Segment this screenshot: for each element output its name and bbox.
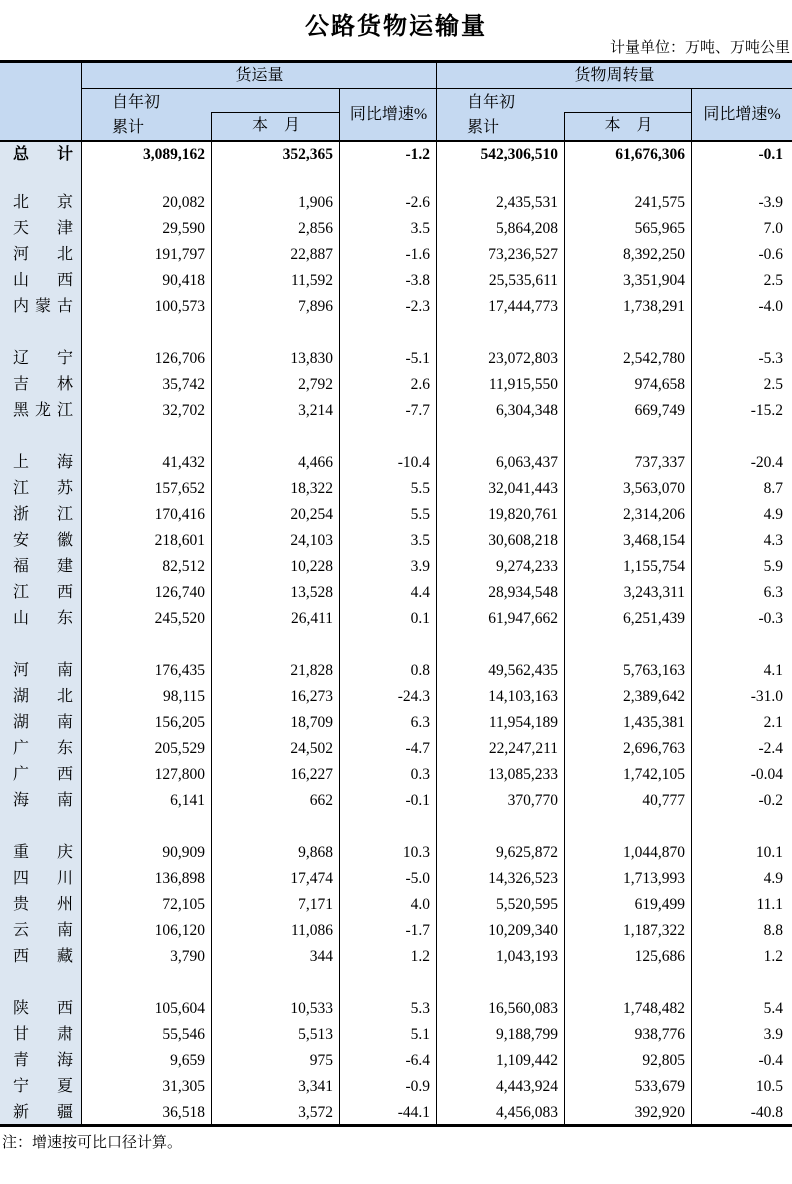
- turnover-cum-value: 49,562,435: [488, 662, 558, 679]
- province-name: 甘肃: [13, 1026, 73, 1043]
- freight-month-value: 13,830: [290, 350, 333, 367]
- freight-month-value: 4,466: [298, 454, 333, 471]
- table-row: [0, 268, 792, 294]
- header-divider-province: [81, 63, 82, 140]
- table-row: [0, 788, 792, 814]
- freight-cum-value: 35,742: [162, 376, 205, 393]
- province-name: 黑龙江: [13, 402, 73, 419]
- turnover-growth-value: -15.2: [750, 402, 783, 419]
- freight-cum-value: 41,432: [162, 454, 205, 471]
- province-name: 湖南: [13, 714, 73, 731]
- province-name: 浙江: [13, 506, 73, 523]
- table-row: [0, 190, 792, 216]
- turnover-cum-value: 10,209,340: [488, 922, 558, 939]
- freight-cum-header-line2: 累计: [112, 119, 145, 136]
- header-divider-groups: [436, 63, 437, 140]
- table-row-total: [0, 142, 792, 168]
- freight-cum-value: 106,120: [154, 922, 205, 939]
- province-name: 江苏: [13, 480, 73, 497]
- table-row: [0, 606, 792, 632]
- turnover-cum-value: 17,444,773: [488, 298, 558, 315]
- turnover-growth-value: 6.3: [763, 584, 783, 601]
- turnover-month-value: 2,314,206: [623, 506, 685, 523]
- freight-month-value: 344: [309, 948, 333, 965]
- group-spacer: [0, 970, 792, 996]
- freight-month-value: 7,171: [298, 896, 333, 913]
- province-name: 山东: [13, 610, 73, 627]
- table-row: [0, 1074, 792, 1100]
- turnover-month-value: 669,749: [634, 402, 685, 419]
- turnover-month-value: 1,435,381: [623, 714, 685, 731]
- table-row: [0, 996, 792, 1022]
- freight-month-box-top: [212, 112, 340, 113]
- province-name: 安徽: [13, 532, 73, 549]
- freight-month-value: 10,228: [290, 558, 333, 575]
- freight-growth-value: 2.6: [410, 376, 430, 393]
- freight-growth-value: -5.0: [405, 870, 430, 887]
- turnover-month-box-left: [564, 112, 565, 140]
- freight-growth-value: 3.5: [410, 220, 430, 237]
- table-row: [0, 502, 792, 528]
- turnover-month-value: 40,777: [642, 792, 685, 809]
- freight-cum-value: 29,590: [162, 220, 205, 237]
- turnover-group-header: 货物周转量: [574, 67, 655, 84]
- province-name: 海南: [13, 792, 73, 809]
- turnover-cum-value: 28,934,548: [488, 584, 558, 601]
- freight-cum-value: 170,416: [154, 506, 205, 523]
- turnover-growth-value: -5.3: [758, 350, 783, 367]
- turnover-growth-value: 10.5: [755, 1078, 783, 1095]
- turnover-growth-value: 2.5: [763, 376, 783, 393]
- province-name: 吉林: [13, 376, 73, 393]
- table-row: [0, 528, 792, 554]
- table-row: [0, 242, 792, 268]
- freight-cum-value: 90,418: [162, 272, 205, 289]
- province-name: 山西: [13, 272, 73, 289]
- group-spacer: [0, 320, 792, 346]
- turnover-month-value: 3,351,904: [623, 272, 685, 289]
- turnover-cum-value: 11,915,550: [488, 376, 558, 393]
- freight-cum-value: 157,652: [154, 480, 205, 497]
- turnover-growth-value: -0.4: [758, 1052, 783, 1069]
- freight-growth-value: -4.7: [405, 740, 430, 757]
- turnover-growth-value: 1.2: [763, 948, 783, 965]
- province-name: 广西: [13, 766, 73, 783]
- freight-month-value: 352,365: [282, 146, 333, 163]
- turnover-growth-value: -40.8: [750, 1104, 783, 1121]
- freight-month-value: 7,896: [298, 298, 333, 315]
- turnover-month-value: 125,686: [634, 948, 685, 965]
- freight-month-value: 10,533: [290, 1000, 333, 1017]
- province-name: 河北: [13, 246, 73, 263]
- freight-growth-value: 3.5: [410, 532, 430, 549]
- freight-month-value: 26,411: [290, 610, 333, 627]
- turnover-cum-value: 2,435,531: [496, 194, 558, 211]
- turnover-month-value: 3,468,154: [623, 532, 685, 549]
- freight-growth-value: 1.2: [410, 948, 430, 965]
- turnover-growth-value: 4.9: [763, 870, 783, 887]
- turnover-month-value: 2,542,780: [623, 350, 685, 367]
- freight-volume-group-header: 货运量: [235, 67, 284, 84]
- turnover-growth-value: -0.2: [758, 792, 783, 809]
- freight-growth-value: -24.3: [397, 688, 430, 705]
- freight-cum-value: 3,089,162: [143, 146, 205, 163]
- turnover-cum-value: 23,072,803: [488, 350, 558, 367]
- province-name: 广东: [13, 740, 73, 757]
- turnover-cum-value: 19,820,761: [488, 506, 558, 523]
- turnover-growth-value: 5.9: [763, 558, 783, 575]
- turnover-growth-value: 7.0: [763, 220, 783, 237]
- turnover-growth-header: 同比增速%: [703, 106, 781, 123]
- province-name: 西藏: [13, 948, 73, 965]
- group-spacer: [0, 424, 792, 450]
- freight-growth-header: 同比增速%: [349, 106, 428, 123]
- table-row: [0, 658, 792, 684]
- freight-growth-value: -6.4: [405, 1052, 430, 1069]
- turnover-cum-value: 13,085,233: [488, 766, 558, 783]
- freight-month-value: 5,513: [298, 1026, 333, 1043]
- table-bottom-border: [0, 1124, 792, 1127]
- province-name: 内蒙古: [13, 298, 73, 315]
- province-name: 北京: [13, 194, 73, 211]
- header-divider-turnover-growth: [691, 88, 692, 140]
- turnover-month-value: 241,575: [634, 194, 685, 211]
- turnover-month-value: 1,187,322: [623, 922, 685, 939]
- turnover-growth-value: -0.3: [758, 610, 783, 627]
- freight-growth-value: -5.1: [405, 350, 430, 367]
- freight-cum-value: 20,082: [162, 194, 205, 211]
- freight-month-value: 2,792: [298, 376, 333, 393]
- turnover-growth-value: -4.0: [758, 298, 783, 315]
- freight-growth-value: 4.4: [410, 584, 430, 601]
- freight-growth-value: -0.1: [405, 792, 430, 809]
- turnover-month-value: 2,696,763: [623, 740, 685, 757]
- freight-cum-value: 98,115: [162, 688, 205, 705]
- freight-growth-value: -1.7: [405, 922, 430, 939]
- freight-growth-value: 5.1: [410, 1026, 430, 1043]
- turnover-month-value: 1,155,754: [623, 558, 685, 575]
- province-name: 青海: [13, 1052, 73, 1069]
- freight-month-value: 24,103: [290, 532, 333, 549]
- table-body: [0, 142, 792, 1124]
- turnover-month-value: 533,679: [634, 1078, 685, 1095]
- table-row: [0, 216, 792, 242]
- table-row: [0, 580, 792, 606]
- turnover-growth-value: 4.1: [763, 662, 783, 679]
- turnover-cum-header-line1: 自年初: [467, 94, 516, 111]
- group-header-underline: [82, 88, 792, 89]
- turnover-growth-value: -20.4: [750, 454, 783, 471]
- turnover-cum-value: 542,306,510: [480, 146, 558, 163]
- turnover-month-value: 974,658: [634, 376, 685, 393]
- freight-growth-value: 10.3: [402, 844, 430, 861]
- page-title: 公路货物运输量: [305, 12, 487, 40]
- freight-month-value: 662: [309, 792, 333, 809]
- freight-growth-value: -3.8: [405, 272, 430, 289]
- turnover-growth-value: 5.4: [763, 1000, 783, 1017]
- table-row: [0, 866, 792, 892]
- freight-month-value: 18,709: [290, 714, 333, 731]
- turnover-growth-value: -0.1: [758, 146, 783, 163]
- turnover-cum-value: 22,247,211: [488, 740, 558, 757]
- province-name: 陕西: [13, 1000, 73, 1017]
- freight-month-value: 17,474: [290, 870, 333, 887]
- freight-month-value: 16,273: [290, 688, 333, 705]
- province-name: 四川: [13, 870, 73, 887]
- province-name: 江西: [13, 584, 73, 601]
- turnover-month-value: 619,499: [634, 896, 685, 913]
- province-name: 天津: [13, 220, 73, 237]
- turnover-month-value: 1,748,482: [623, 1000, 685, 1017]
- footnote: 注：增速按可比口径计算。: [2, 1133, 183, 1151]
- table-row: [0, 1100, 792, 1126]
- table-top-border: [0, 60, 792, 63]
- freight-cum-value: 72,105: [162, 896, 205, 913]
- table-row: [0, 554, 792, 580]
- table-row: [0, 372, 792, 398]
- turnover-cum-value: 5,864,208: [496, 220, 558, 237]
- table-row: [0, 944, 792, 970]
- turnover-growth-value: -0.6: [758, 246, 783, 263]
- freight-growth-value: -0.9: [405, 1078, 430, 1095]
- turnover-month-value: 92,805: [642, 1052, 685, 1069]
- freight-cum-value: 9,659: [170, 1052, 205, 1069]
- freight-growth-value: 3.9: [410, 558, 430, 575]
- freight-growth-value: -7.7: [405, 402, 430, 419]
- freight-cum-value: 6,141: [170, 792, 205, 809]
- freight-month-box-left: [211, 112, 212, 140]
- turnover-growth-value: 3.9: [763, 1026, 783, 1043]
- turnover-month-value: 3,243,311: [623, 584, 685, 601]
- turnover-cum-value: 73,236,527: [488, 246, 558, 263]
- turnover-growth-value: 2.1: [763, 714, 783, 731]
- turnover-growth-value: 8.8: [763, 922, 783, 939]
- freight-cum-value: 82,512: [162, 558, 205, 575]
- freight-cum-value: 55,546: [162, 1026, 205, 1043]
- turnover-growth-value: 8.7: [763, 480, 783, 497]
- turnover-growth-value: 2.5: [763, 272, 783, 289]
- province-name: 贵州: [13, 896, 73, 913]
- turnover-cum-value: 6,304,348: [496, 402, 558, 419]
- province-name: 新疆: [13, 1104, 73, 1121]
- turnover-cum-value: 1,109,442: [496, 1052, 558, 1069]
- freight-month-value: 975: [309, 1052, 333, 1069]
- table-row: [0, 398, 792, 424]
- turnover-cum-value: 5,520,595: [496, 896, 558, 913]
- table-row: [0, 892, 792, 918]
- freight-growth-value: 0.3: [410, 766, 430, 783]
- table-row: [0, 918, 792, 944]
- turnover-cum-value: 1,043,193: [496, 948, 558, 965]
- turnover-cum-value: 16,560,083: [488, 1000, 558, 1017]
- unit-note: 计量单位：万吨、万吨公里: [609, 38, 790, 56]
- freight-month-value: 24,502: [290, 740, 333, 757]
- province-name: 宁夏: [13, 1078, 73, 1095]
- freight-month-value: 3,214: [298, 402, 333, 419]
- freight-cum-value: 100,573: [154, 298, 205, 315]
- turnover-growth-value: -0.04: [750, 766, 783, 783]
- freight-month-value: 13,528: [290, 584, 333, 601]
- turnover-cum-value: 30,608,218: [488, 532, 558, 549]
- turnover-growth-value: 11.1: [756, 896, 783, 913]
- group-spacer: [0, 814, 792, 840]
- turnover-month-header: 本 月: [604, 117, 653, 134]
- province-name: 河南: [13, 662, 73, 679]
- turnover-month-value: 1,713,993: [623, 870, 685, 887]
- freight-month-value: 11,086: [290, 922, 333, 939]
- freight-month-value: 3,572: [298, 1104, 333, 1121]
- turnover-month-value: 1,742,105: [623, 766, 685, 783]
- turnover-cum-value: 32,041,443: [488, 480, 558, 497]
- table-row: [0, 450, 792, 476]
- turnover-cum-value: 11,954,189: [488, 714, 558, 731]
- turnover-cum-value: 370,770: [507, 792, 558, 809]
- table-row: [0, 684, 792, 710]
- turnover-month-value: 1,738,291: [623, 298, 685, 315]
- freight-growth-value: 6.3: [410, 714, 430, 731]
- table-row: [0, 294, 792, 320]
- province-name: 云南: [13, 922, 73, 939]
- freight-month-value: 18,322: [290, 480, 333, 497]
- turnover-growth-value: 4.9: [763, 506, 783, 523]
- freight-growth-value: 5.5: [410, 480, 430, 497]
- freight-cum-header-line1: 自年初: [112, 94, 161, 111]
- freight-growth-value: 4.0: [410, 896, 430, 913]
- freight-growth-value: -44.1: [397, 1104, 430, 1121]
- table-row: [0, 1048, 792, 1074]
- freight-cum-value: 245,520: [154, 610, 205, 627]
- freight-month-value: 16,227: [290, 766, 333, 783]
- turnover-cum-value: 14,103,163: [488, 688, 558, 705]
- freight-growth-value: -10.4: [397, 454, 430, 471]
- freight-cum-value: 156,205: [154, 714, 205, 731]
- freight-cum-value: 218,601: [154, 532, 205, 549]
- freight-month-value: 21,828: [290, 662, 333, 679]
- table-row: [0, 1022, 792, 1048]
- freight-cum-value: 32,702: [162, 402, 205, 419]
- freight-month-value: 9,868: [298, 844, 333, 861]
- freight-growth-value: 5.5: [410, 506, 430, 523]
- freight-cum-value: 136,898: [154, 870, 205, 887]
- freight-cum-header: [112, 90, 160, 140]
- freight-cum-value: 127,800: [154, 766, 205, 783]
- freight-cum-value: 126,706: [154, 350, 205, 367]
- turnover-month-value: 3,563,070: [623, 480, 685, 497]
- province-name: 福建: [13, 558, 73, 575]
- table-rows: [0, 142, 792, 1126]
- turnover-month-value: 61,676,306: [615, 146, 685, 163]
- freight-growth-value: 0.1: [410, 610, 430, 627]
- table-row: [0, 710, 792, 736]
- turnover-month-value: 392,920: [634, 1104, 685, 1121]
- turnover-cum-value: 14,326,523: [488, 870, 558, 887]
- freight-cum-value: 205,529: [154, 740, 205, 757]
- turnover-month-value: 5,763,163: [623, 662, 685, 679]
- turnover-growth-value: -2.4: [758, 740, 783, 757]
- province-name: 辽宁: [13, 350, 73, 367]
- freight-growth-value: -1.2: [405, 146, 430, 163]
- province-name: 重庆: [13, 844, 73, 861]
- turnover-cum-value: 4,443,924: [496, 1078, 558, 1095]
- freight-growth-value: -2.6: [405, 194, 430, 211]
- turnover-month-box-top: [565, 112, 692, 113]
- turnover-cum-value: 6,063,437: [496, 454, 558, 471]
- turnover-month-value: 565,965: [634, 220, 685, 237]
- freight-growth-value: 0.8: [410, 662, 430, 679]
- turnover-cum-value: 25,535,611: [488, 272, 558, 289]
- freight-month-value: 22,887: [290, 246, 333, 263]
- table-row: [0, 736, 792, 762]
- turnover-month-value: 938,776: [634, 1026, 685, 1043]
- table-row: [0, 840, 792, 866]
- turnover-cum-value: 9,625,872: [496, 844, 558, 861]
- province-name: 上海: [13, 454, 73, 471]
- turnover-cum-value: 61,947,662: [488, 610, 558, 627]
- turnover-cum-header: [467, 90, 515, 140]
- turnover-month-value: 2,389,642: [623, 688, 685, 705]
- turnover-cum-value: 4,456,083: [496, 1104, 558, 1121]
- turnover-cum-header-line2: 累计: [467, 119, 500, 136]
- freight-month-value: 2,856: [298, 220, 333, 237]
- turnover-growth-value: -3.9: [758, 194, 783, 211]
- table-row: [0, 476, 792, 502]
- turnover-month-value: 6,251,439: [623, 610, 685, 627]
- province-name: 总计: [13, 146, 73, 163]
- freight-month-value: 1,906: [298, 194, 333, 211]
- group-spacer: [0, 168, 792, 190]
- freight-cum-value: 31,305: [162, 1078, 205, 1095]
- header-divider-freight-growth: [339, 88, 340, 140]
- turnover-month-value: 1,044,870: [623, 844, 685, 861]
- freight-month-value: 11,592: [290, 272, 333, 289]
- freight-month-header: 本 月: [251, 117, 300, 134]
- freight-cum-value: 105,604: [154, 1000, 205, 1017]
- freight-month-value: 3,341: [298, 1078, 333, 1095]
- turnover-cum-value: 9,274,233: [496, 558, 558, 575]
- group-spacer: [0, 632, 792, 658]
- freight-growth-value: -1.6: [405, 246, 430, 263]
- freight-cum-value: 126,740: [154, 584, 205, 601]
- province-name: 湖北: [13, 688, 73, 705]
- freight-cum-value: 176,435: [154, 662, 205, 679]
- turnover-cum-value: 9,188,799: [496, 1026, 558, 1043]
- freight-cum-value: 36,518: [162, 1104, 205, 1121]
- turnover-growth-value: 10.1: [755, 844, 783, 861]
- freight-month-value: 20,254: [290, 506, 333, 523]
- table-row: [0, 346, 792, 372]
- table-row: [0, 762, 792, 788]
- freight-cum-value: 191,797: [154, 246, 205, 263]
- freight-cum-value: 90,909: [162, 844, 205, 861]
- turnover-month-value: 737,337: [634, 454, 685, 471]
- turnover-growth-value: -31.0: [750, 688, 783, 705]
- freight-growth-value: -2.3: [405, 298, 430, 315]
- freight-growth-value: 5.3: [410, 1000, 430, 1017]
- turnover-month-value: 8,392,250: [623, 246, 685, 263]
- freight-cum-value: 3,790: [170, 948, 205, 965]
- turnover-growth-value: 4.3: [763, 532, 783, 549]
